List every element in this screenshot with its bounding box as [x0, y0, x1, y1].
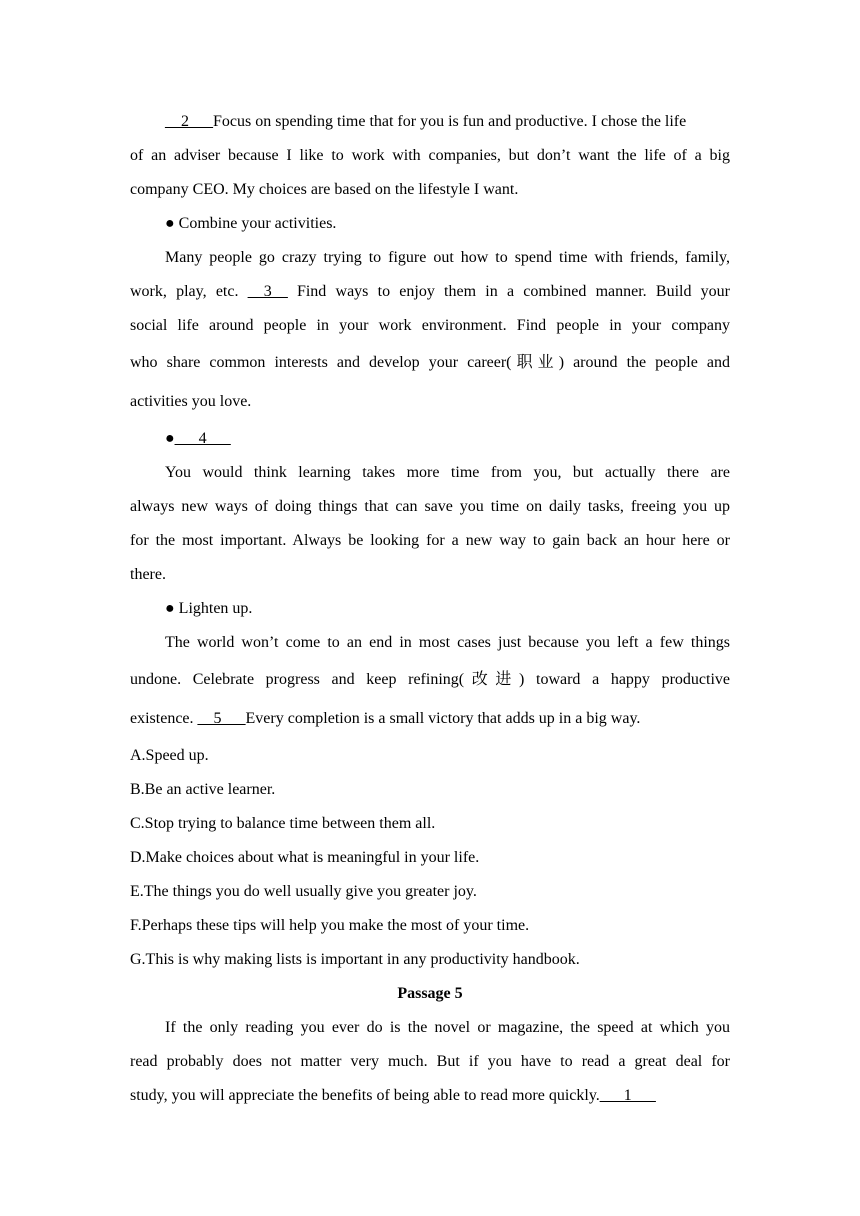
document-page [130, 105, 730, 1113]
blank-3[interactable]: __3__ [247, 283, 288, 300]
paragraph-line: there. [130, 566, 166, 583]
blank-2[interactable]: __2___ [165, 113, 213, 130]
option-e: E.The things you do well usually give you greater joy. [130, 883, 477, 900]
blank-4[interactable]: ___4___ [174, 430, 231, 447]
paragraph-line [130, 1079, 730, 1113]
passage-title: Passage 5 [397, 985, 463, 1002]
paragraph-line: social life around people in your work environment. Find people in your company [130, 317, 730, 334]
paragraph-line: You would think learning takes more time from you, but actually there are [165, 464, 730, 481]
paragraph-text: Focus on spending time that for you is fun and productive. I chose the life [213, 113, 687, 130]
paragraph-line: read probably does not matter very much. But if you have to read a great deal for [130, 1053, 730, 1070]
paragraph-text: study, you will appreciate the benefits of being able to read more quickly. [130, 1087, 600, 1104]
paragraph-line: If the only reading you ever do is the novel or magazine, the speed at which you [165, 1019, 730, 1036]
paragraph-line [130, 275, 730, 309]
paragraph-line: of an adviser because I like to work with companies, but don’t want the life of a big [130, 147, 730, 164]
option-f: F.Perhaps these tips will help you make the most of your time. [130, 917, 530, 934]
paragraph-line: who share common interests and develop your career(职业) around the people and [130, 354, 730, 371]
bullet-heading: ● Combine your activities. [165, 215, 337, 232]
paragraph-line: undone. Celebrate progress and keep refining(改进) toward a happy productive [130, 671, 730, 688]
bullet-heading: ● Lighten up. [165, 600, 253, 617]
option-d: D.Make choices about what is meaningful in your life. [130, 849, 480, 866]
paragraph-line: activities you love. [130, 393, 252, 410]
paragraph-line: Many people go crazy trying to figure out how to spend time with friends, family, [165, 249, 730, 266]
option-g: G.This is why making lists is important in any productivity handbook. [130, 951, 580, 968]
paragraph-line [130, 105, 730, 139]
option-c: C.Stop trying to balance time between them all. [130, 815, 436, 832]
blank-5[interactable]: __5___ [197, 710, 246, 727]
paragraph-line: The world won’t come to an end in most cases just because you left a few things [165, 634, 730, 651]
blank-1[interactable]: ___1___ [599, 1087, 656, 1104]
paragraph-line: for the most important. Always be looking for a new way to gain back an hour here or [130, 532, 730, 549]
paragraph-line [130, 699, 730, 739]
option-b: B.Be an active learner. [130, 781, 276, 798]
bullet-icon: ● [165, 430, 175, 447]
bullet-heading [130, 422, 730, 456]
paragraph-line: company CEO. My choices are based on the lifestyle I want. [130, 181, 519, 198]
paragraph-text: existence. [130, 710, 194, 727]
paragraph-text: work, play, etc. [130, 283, 239, 300]
option-a: A.Speed up. [130, 747, 209, 764]
paragraph-line: always new ways of doing things that can save you time on daily tasks, freeing you up [130, 498, 730, 515]
paragraph-text: Every completion is a small victory that adds up in a big way. [245, 710, 641, 727]
paragraph-text: Find ways to enjoy them in a combined manner. Build your [296, 283, 730, 300]
